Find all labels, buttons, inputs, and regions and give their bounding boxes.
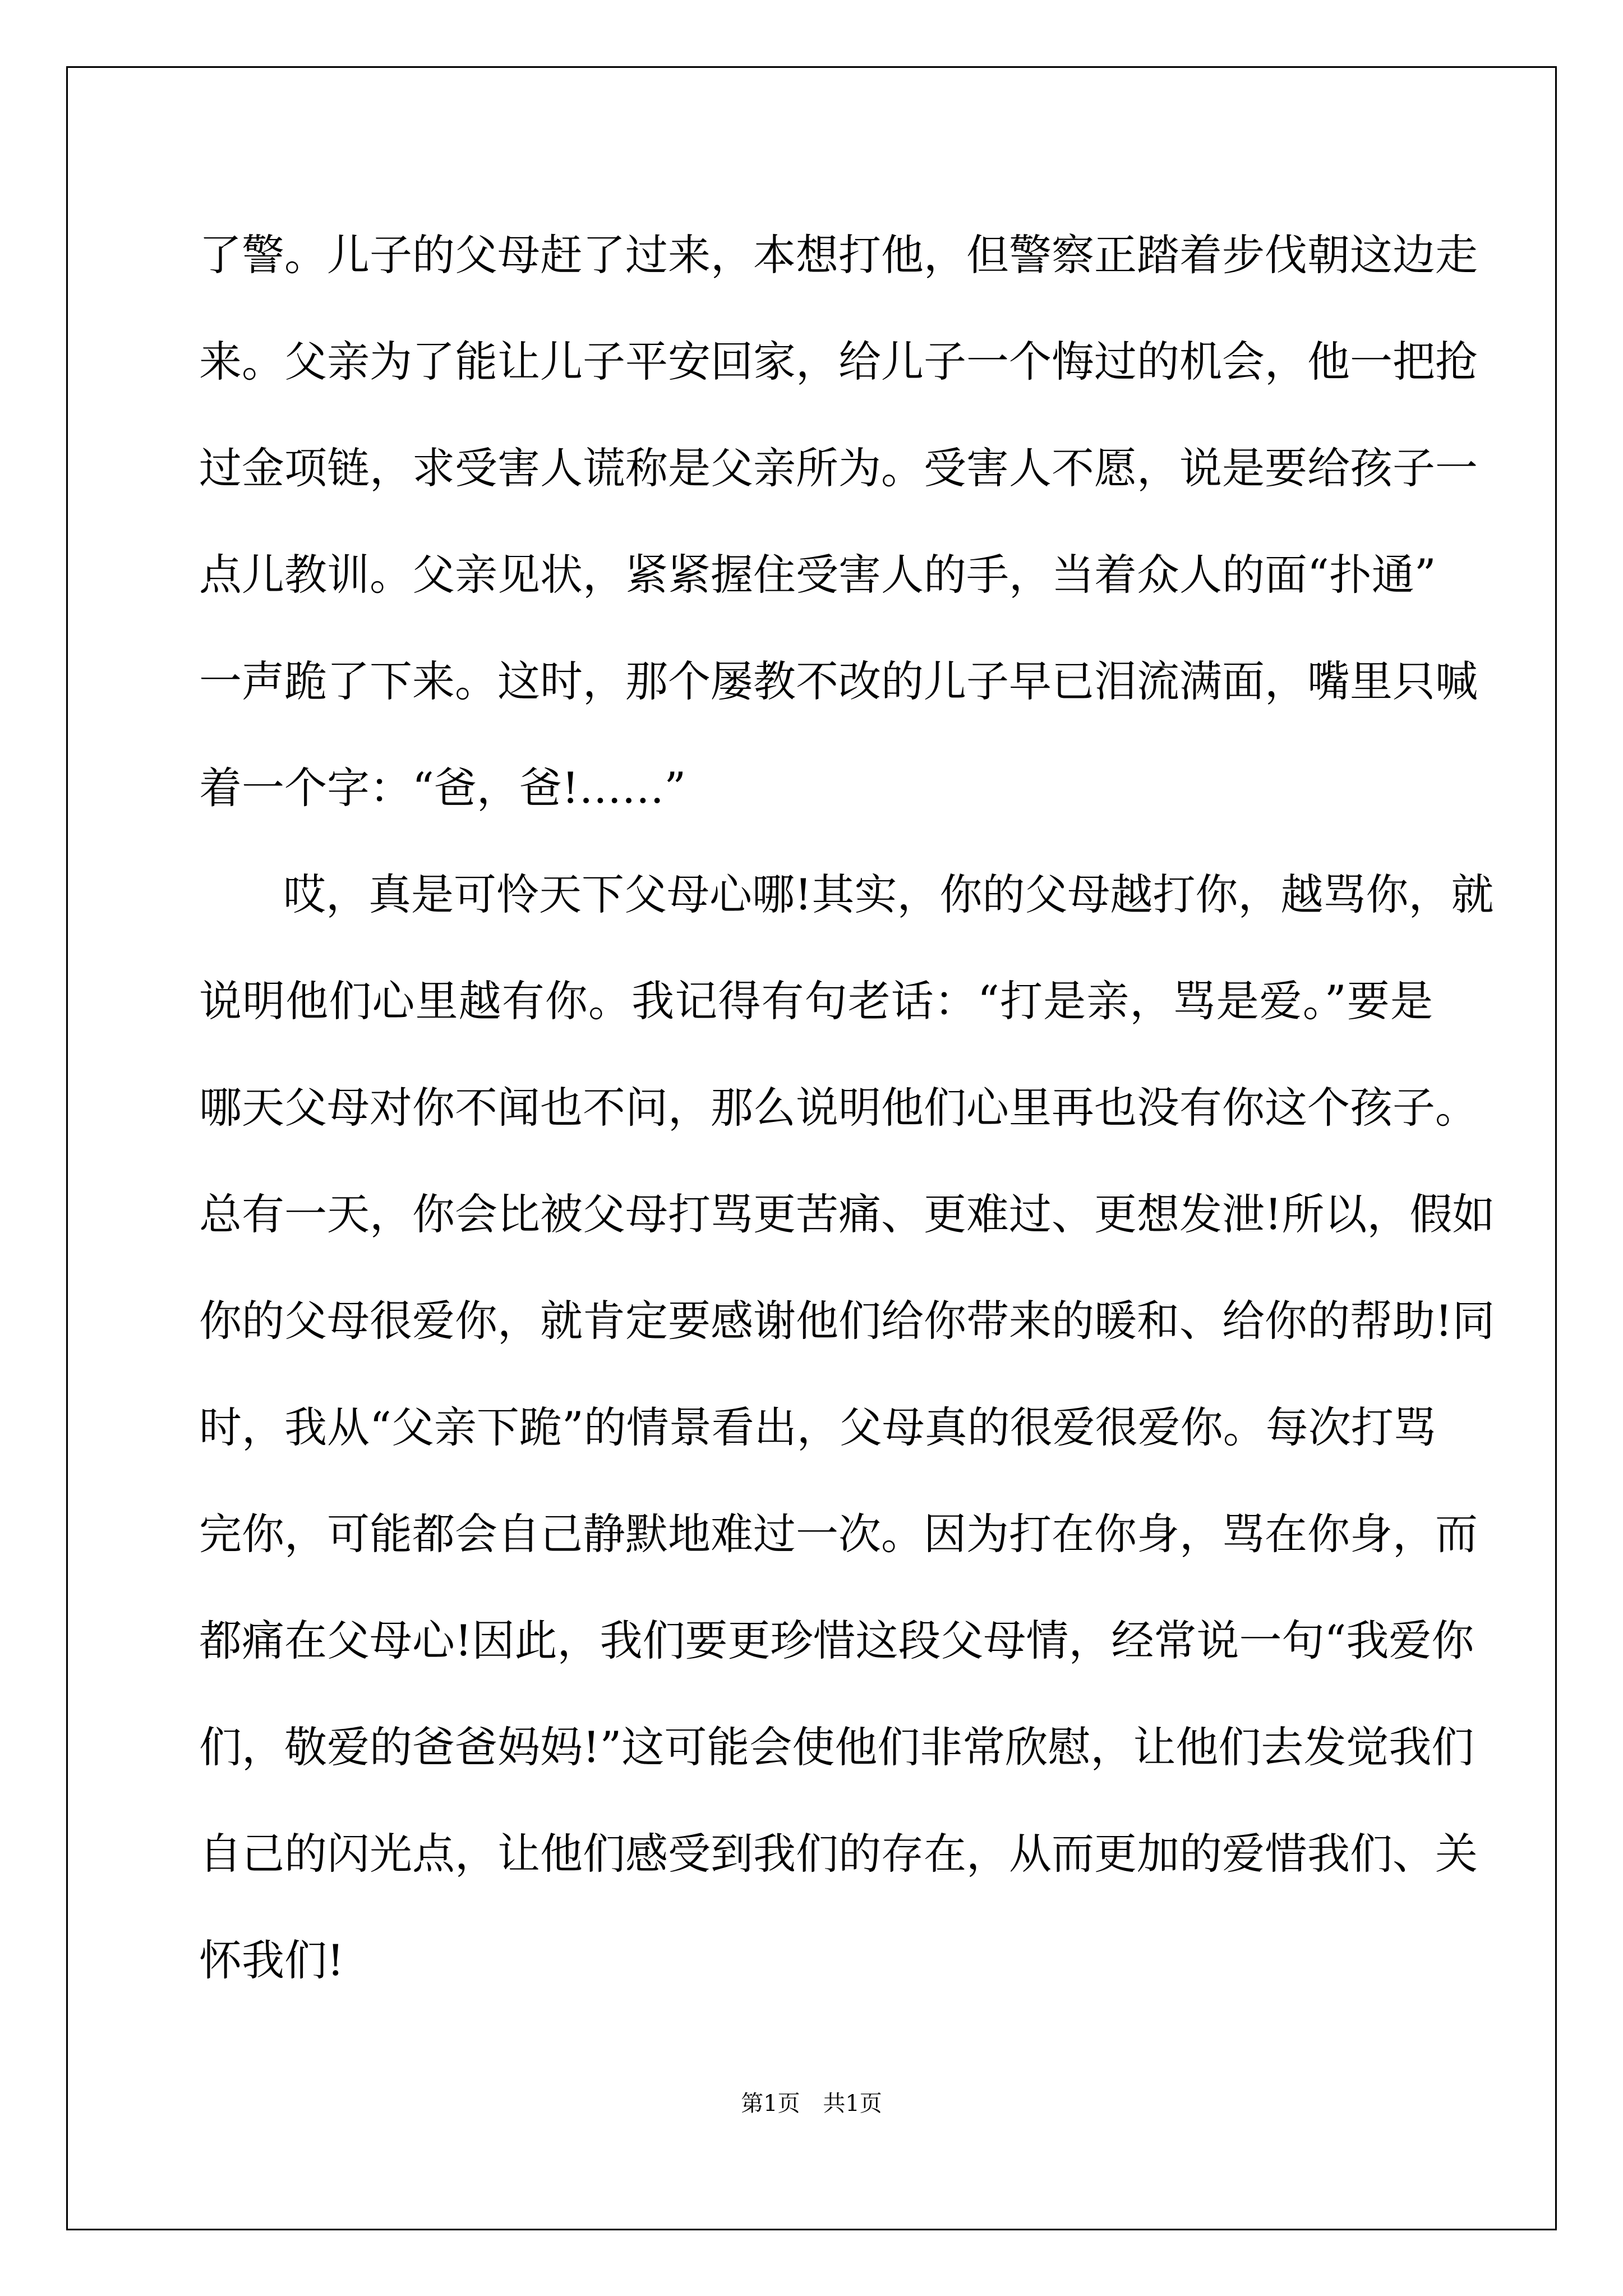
text-line: 时，我从“父亲下跪”的情景看出，父母真的很爱很爱你。每次打骂	[199, 1402, 1436, 1452]
text-line: 自己的闪光点，让他们感受到我们的存在，从而更加的爱惜我们、关	[199, 1829, 1478, 1879]
text-line: 点儿教训。父亲见状，紧紧握住受害人的手，当着众人的面“扑通”	[199, 550, 1436, 600]
text-line: 着一个字：“爸，爸!……”	[199, 763, 686, 813]
text-line: 哎，真是可怜天下父母心哪!其实，你的父母越打你，越骂你，就	[283, 869, 1494, 919]
page-number: 第1页	[741, 2091, 800, 2116]
text-line: 总有一天，你会比被父母打骂更苦痛、更难过、更想发泄!所以，假如	[199, 1189, 1495, 1239]
text-line: 哪天父母对你不闻也不问，那么说明他们心里再也没有你这个孩子。	[199, 1083, 1478, 1133]
text-line: 们，敬爱的爸爸妈妈!”这可能会使他们非常欣慰，让他们去发觉我们	[199, 1722, 1474, 1772]
text-line: 了警。儿子的父母赶了过来，本想打他，但警察正踏着步伐朝这边走	[199, 230, 1478, 280]
text-line: 说明他们心里越有你。我记得有句老话：“打是亲，骂是爱。”要是	[199, 976, 1433, 1026]
page-total: 共1页	[823, 2091, 882, 2116]
text-line: 你的父母很爱你，就肯定要感谢他们给你带来的暖和、给你的帮助!同	[199, 1296, 1495, 1346]
text-line: 一声跪了下来。这时，那个屡教不改的儿子早已泪流满面，嘴里只喊	[199, 656, 1478, 706]
document-body	[199, 202, 1495, 2014]
text-line: 来。父亲为了能让儿子平安回家，给儿子一个悔过的机会，他一把抢	[199, 337, 1478, 386]
text-line: 都痛在父母心!因此，我们要更珍惜这段父母情，经常说一句“我爱你	[199, 1616, 1474, 1665]
paragraph-2	[199, 841, 1495, 2014]
text-line: 完你，可能都会自己静默地难过一次。因为打在你身，骂在你身，而	[199, 1509, 1478, 1559]
paragraph-1	[199, 202, 1478, 841]
text-line: 怀我们!	[199, 1935, 344, 1985]
page-footer	[0, 2087, 1623, 2120]
text-line: 过金项链，求受害人谎称是父亲所为。受害人不愿，说是要给孩子一	[199, 443, 1478, 493]
